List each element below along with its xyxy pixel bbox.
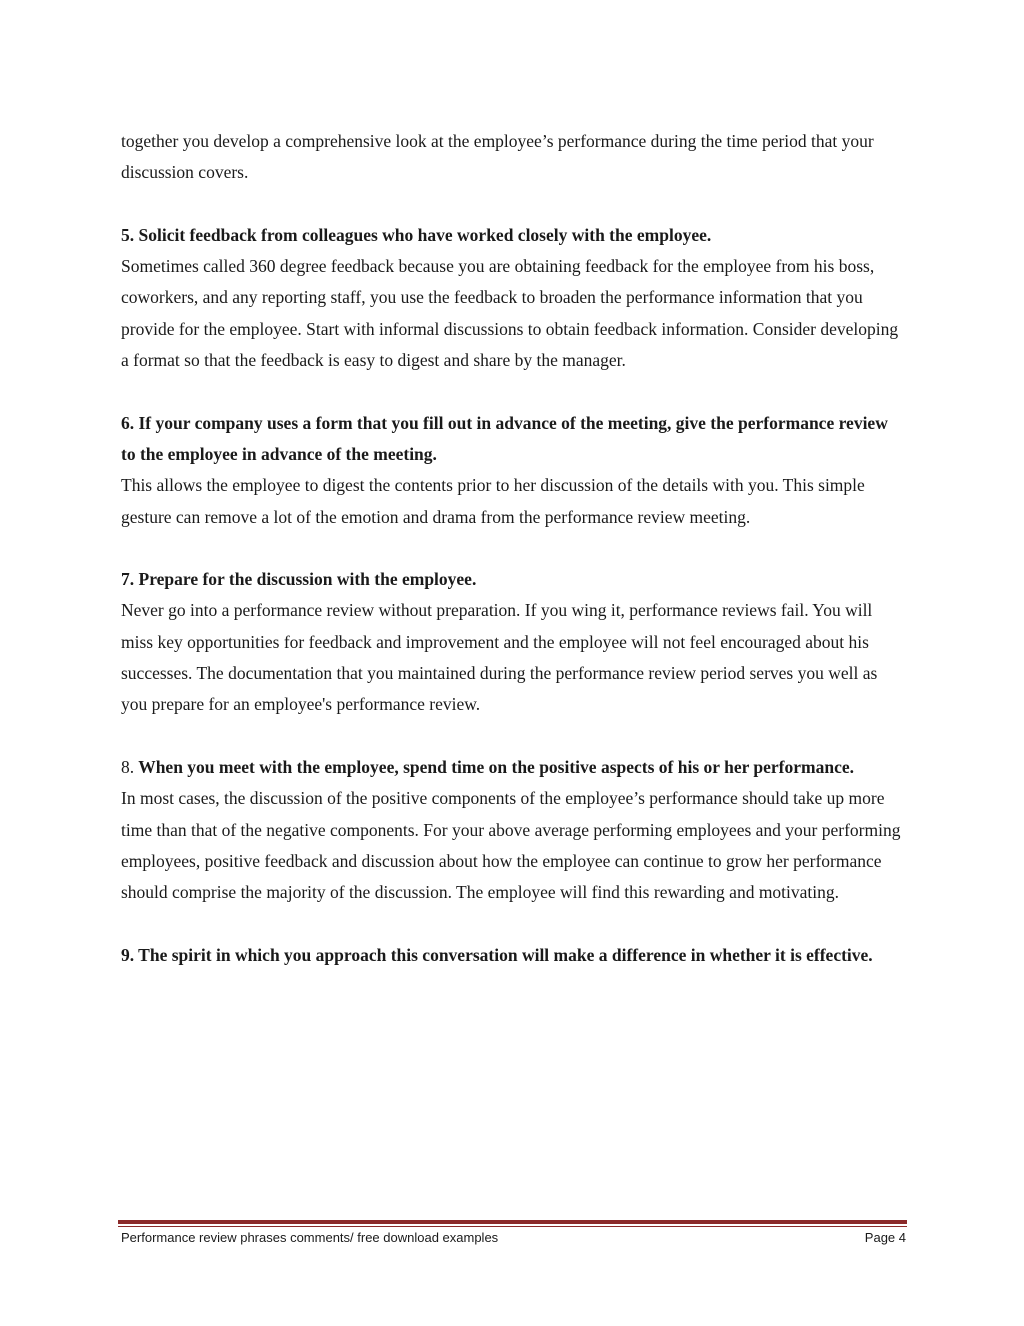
- page-body: [121, 126, 906, 971]
- page-footer: [121, 1230, 906, 1245]
- footer-divider-thin: [118, 1226, 907, 1227]
- section-5-heading: 5. Solicit feedback from colleagues who have worked closely with the employee.: [121, 224, 712, 245]
- page-number: Page 4: [864, 1230, 906, 1245]
- footer-divider: [118, 1220, 907, 1224]
- section-8-number: 8.: [121, 756, 135, 777]
- section-7-text: Never go into a performance review without preparation. If you wing it, performance reviews fail. You will miss key opportunities for feedback and improvement and the employee will not feel encouraged about his successes. The documentation that you maintained during the performance review period serves you well as you prepare for an employee's performance review.: [121, 600, 878, 715]
- section-8-heading-text: When you meet with the employee, spend time on the positive aspects of his or her performance.: [138, 756, 854, 777]
- section-9-heading: 9. The spirit in which you approach this conversation will make a difference in whether it is effective.: [121, 944, 873, 965]
- section-6-text: This allows the employee to digest the contents prior to her discussion of the details with you. This simple gesture can remove a lot of the emotion and drama from the performance review meeting.: [121, 475, 865, 527]
- section-7-heading: 7. Prepare for the discussion with the employee.: [121, 569, 477, 590]
- section-6-heading: 6. If your company uses a form that you fill out in advance of the meeting, give the performance review to the employee in advance of the meeting.: [121, 412, 888, 464]
- section-8-heading: [121, 752, 906, 783]
- section-5-text: Sometimes called 360 degree feedback because you are obtaining feedback for the employee from his boss, coworkers, and any reporting staff, you use the feedback to broaden the performance information that you provide for the employee. Start with informal discussions to obtain feedback information. Consider developing a format so that the feedback is easy to digest and share by the manager.: [121, 256, 899, 371]
- section-8-text: In most cases, the discussion of the positive components of the employee’s performance should take up more time than that of the negative components. For your above average performing employees and your performing employees, positive feedback and discussion about how the employee can continue to grow her performance should comprise the majority of the discussion. The employee will find this rewarding and motivating.: [121, 788, 901, 903]
- intro-paragraph: together you develop a comprehensive look at the employee’s performance during the time period that your discussion covers.: [121, 131, 874, 183]
- footer-title: Performance review phrases comments/ free download examples: [121, 1230, 499, 1245]
